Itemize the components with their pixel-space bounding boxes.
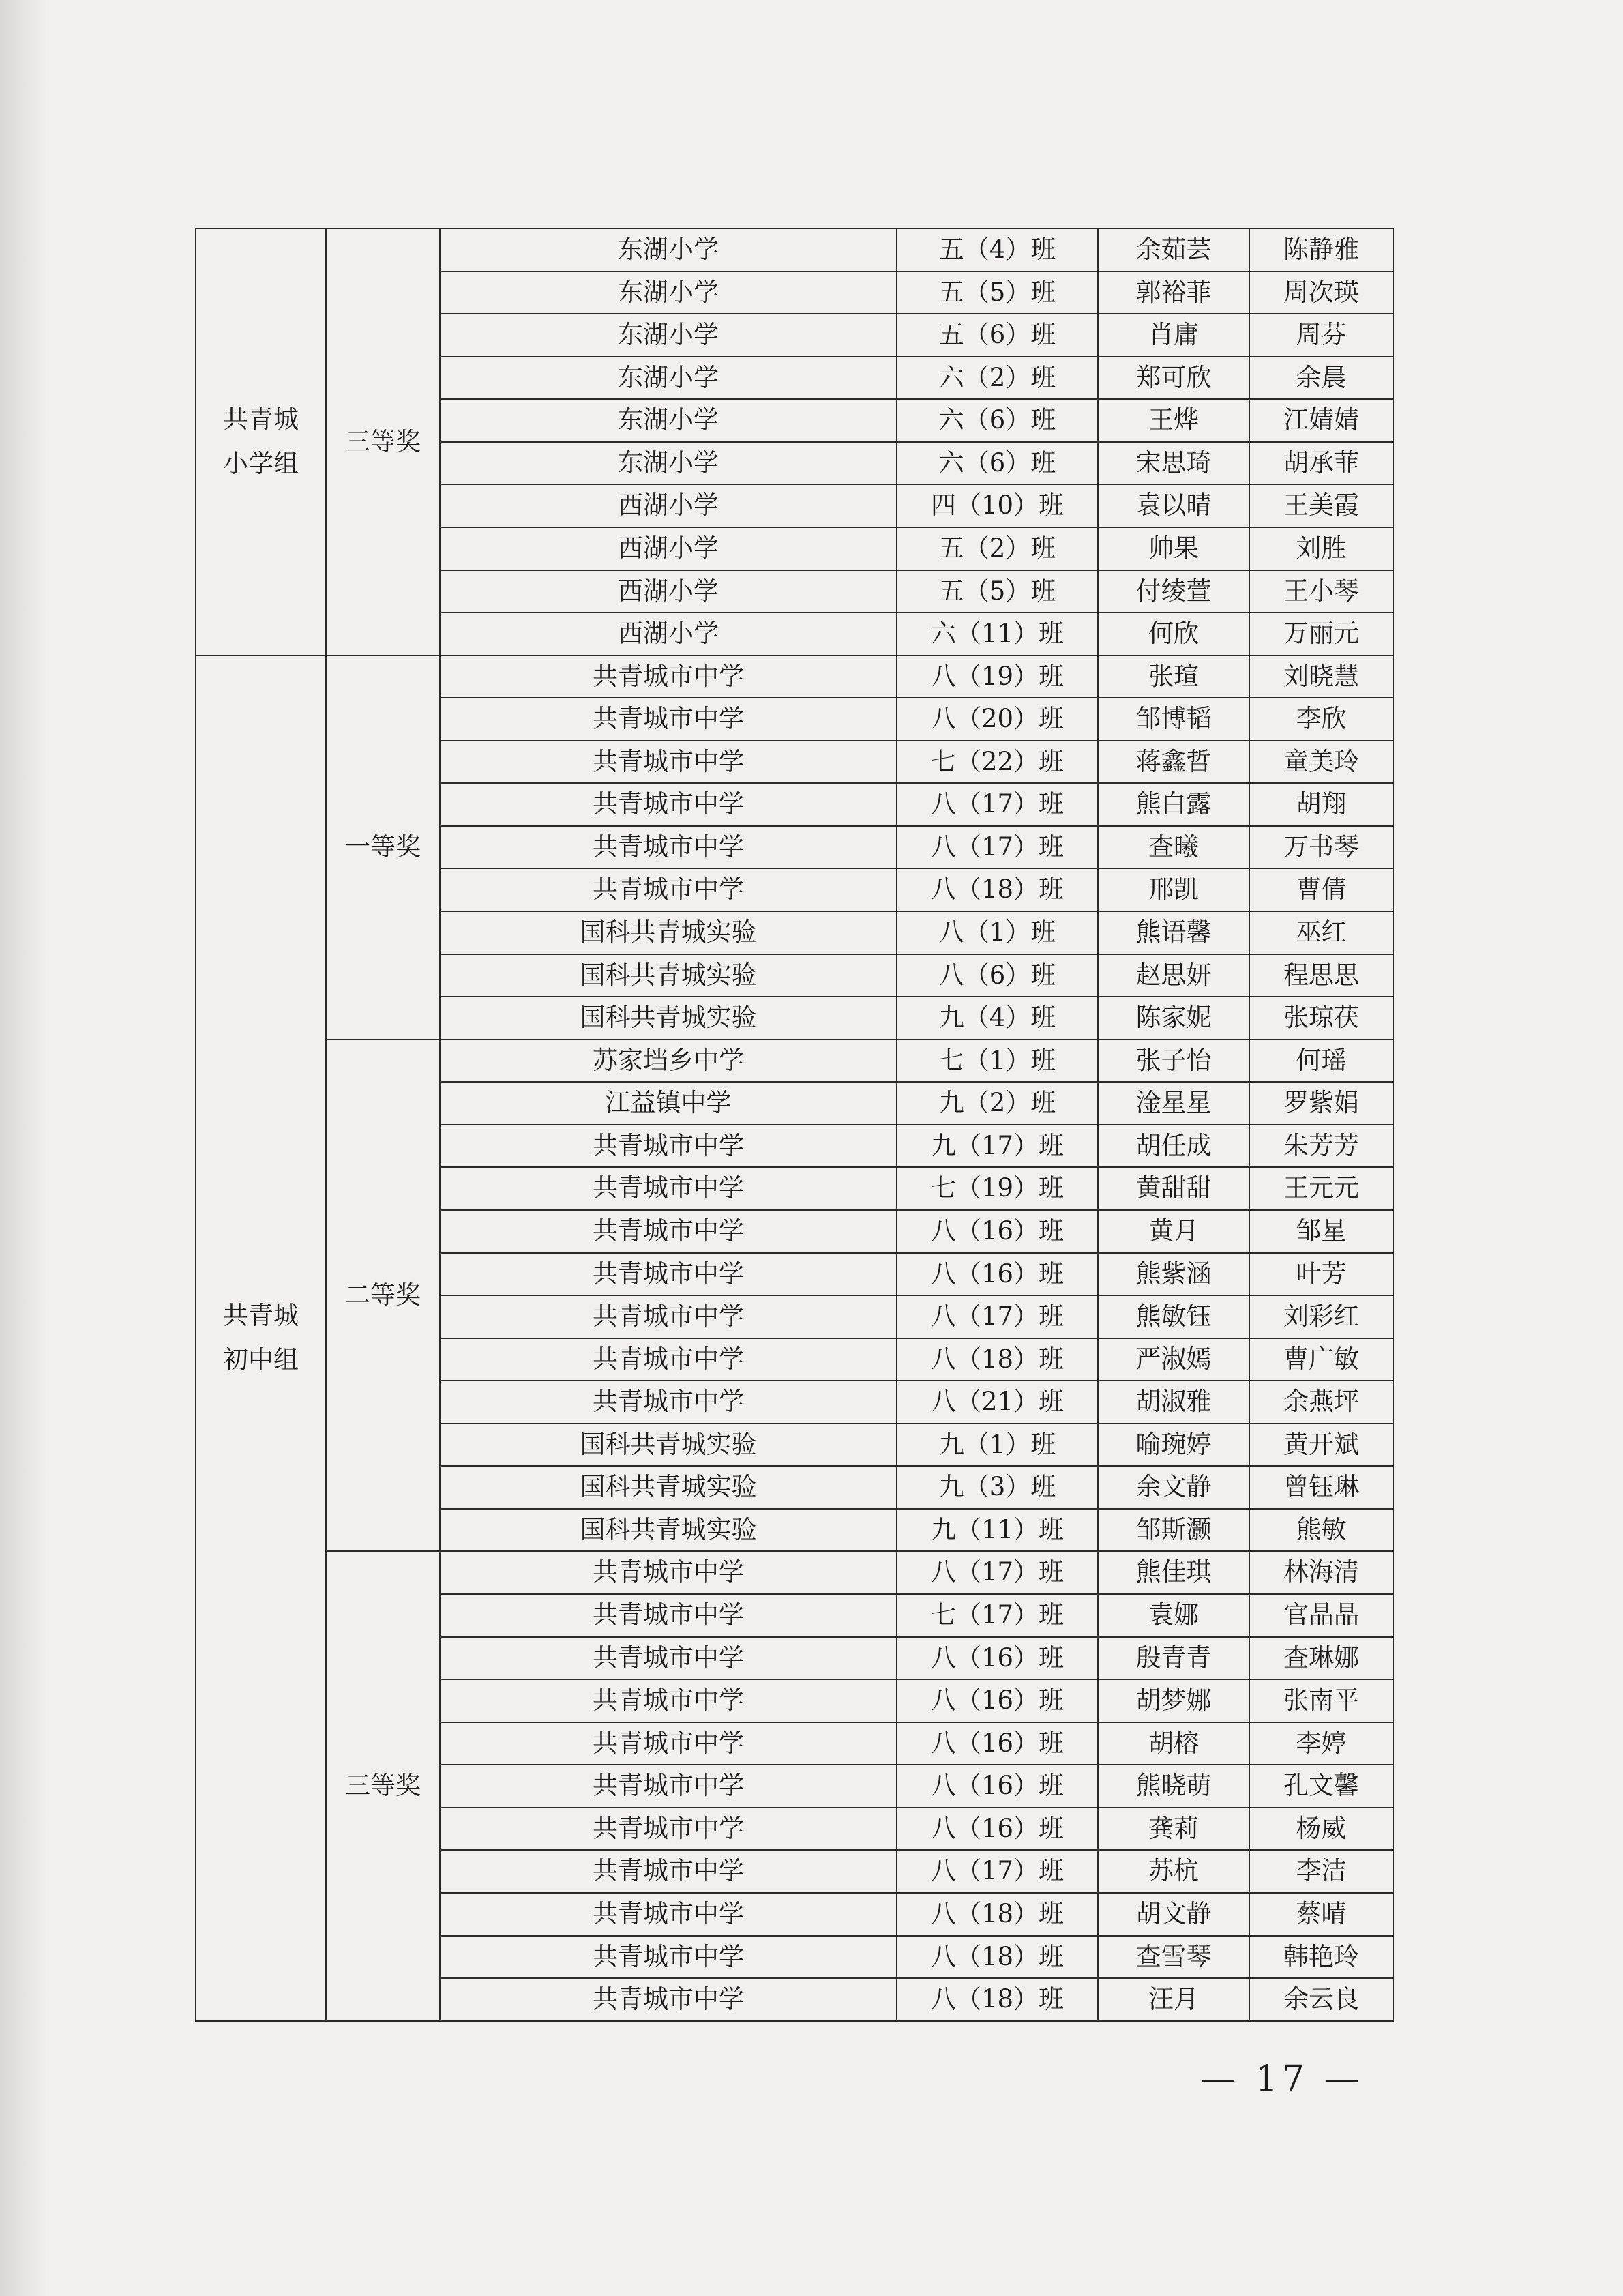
teacher-cell: 罗紫娟 bbox=[1249, 1082, 1393, 1125]
student-cell: 邢凯 bbox=[1098, 868, 1249, 911]
class-cell: 六（6）班 bbox=[897, 442, 1098, 485]
school-cell: 国科共青城实验 bbox=[440, 1466, 897, 1509]
student-cell: 袁娜 bbox=[1098, 1594, 1249, 1637]
school-cell: 共青城市中学 bbox=[440, 1637, 897, 1680]
student-cell: 陈家妮 bbox=[1098, 997, 1249, 1040]
school-cell: 共青城市中学 bbox=[440, 826, 897, 869]
school-cell: 共青城市中学 bbox=[440, 1125, 897, 1168]
student-cell: 何欣 bbox=[1098, 613, 1249, 656]
class-cell: 八（16）班 bbox=[897, 1637, 1098, 1680]
class-cell: 八（16）班 bbox=[897, 1765, 1098, 1808]
school-cell: 西湖小学 bbox=[440, 484, 897, 527]
teacher-cell: 官晶晶 bbox=[1249, 1594, 1393, 1637]
class-cell: 八（17）班 bbox=[897, 826, 1098, 869]
school-cell: 共青城市中学 bbox=[440, 1850, 897, 1893]
school-cell: 共青城市中学 bbox=[440, 698, 897, 741]
teacher-cell: 王美霞 bbox=[1249, 484, 1393, 527]
teacher-cell: 余云良 bbox=[1249, 1978, 1393, 2021]
class-cell: 九（3）班 bbox=[897, 1466, 1098, 1509]
teacher-cell: 曾钰琳 bbox=[1249, 1466, 1393, 1509]
school-cell: 共青城市中学 bbox=[440, 1338, 897, 1381]
school-cell: 西湖小学 bbox=[440, 527, 897, 570]
class-cell: 八（16）班 bbox=[897, 1679, 1098, 1722]
student-cell: 胡文静 bbox=[1098, 1893, 1249, 1936]
school-cell: 江益镇中学 bbox=[440, 1082, 897, 1125]
school-cell: 共青城市中学 bbox=[440, 1594, 897, 1637]
class-cell: 五（4）班 bbox=[897, 229, 1098, 271]
student-cell: 宋思琦 bbox=[1098, 442, 1249, 485]
student-cell: 张子怡 bbox=[1098, 1040, 1249, 1083]
table-row bbox=[196, 656, 1393, 698]
school-cell: 东湖小学 bbox=[440, 357, 897, 400]
student-cell: 熊白露 bbox=[1098, 783, 1249, 826]
prize-level-cell: 三等奖 bbox=[326, 1551, 440, 2020]
class-cell: 四（10）班 bbox=[897, 484, 1098, 527]
student-cell: 胡梦娜 bbox=[1098, 1679, 1249, 1722]
class-cell: 七（19）班 bbox=[897, 1167, 1098, 1210]
teacher-cell: 刘胜 bbox=[1249, 527, 1393, 570]
teacher-cell: 李欣 bbox=[1249, 698, 1393, 741]
student-cell: 郭裕菲 bbox=[1098, 271, 1249, 314]
class-cell: 八（16）班 bbox=[897, 1253, 1098, 1296]
school-cell: 共青城市中学 bbox=[440, 741, 897, 784]
teacher-cell: 何瑶 bbox=[1249, 1040, 1393, 1083]
teacher-cell: 林海清 bbox=[1249, 1551, 1393, 1594]
class-cell: 八（21）班 bbox=[897, 1381, 1098, 1424]
school-cell: 共青城市中学 bbox=[440, 868, 897, 911]
student-cell: 淦星星 bbox=[1098, 1082, 1249, 1125]
teacher-cell: 余晨 bbox=[1249, 357, 1393, 400]
prize-level-cell: 三等奖 bbox=[326, 229, 440, 656]
student-cell: 肖庸 bbox=[1098, 314, 1249, 357]
student-cell: 熊敏钰 bbox=[1098, 1295, 1249, 1338]
teacher-cell: 黄开斌 bbox=[1249, 1424, 1393, 1467]
student-cell: 张瑄 bbox=[1098, 656, 1249, 698]
class-cell: 九（11）班 bbox=[897, 1509, 1098, 1552]
group-name-line: 共青城 bbox=[223, 404, 299, 435]
teacher-cell: 刘晓慧 bbox=[1249, 656, 1393, 698]
group-cell bbox=[196, 656, 326, 2021]
teacher-cell: 孔文馨 bbox=[1249, 1765, 1393, 1808]
prize-level-cell: 二等奖 bbox=[326, 1040, 440, 1552]
teacher-cell: 曹广敏 bbox=[1249, 1338, 1393, 1381]
class-cell: 九（2）班 bbox=[897, 1082, 1098, 1125]
student-cell: 胡榕 bbox=[1098, 1722, 1249, 1765]
teacher-cell: 陈静雅 bbox=[1249, 229, 1393, 271]
awards-table-body bbox=[196, 229, 1393, 2021]
student-cell: 余茹芸 bbox=[1098, 229, 1249, 271]
prize-level-cell: 一等奖 bbox=[326, 656, 440, 1040]
class-cell: 六（11）班 bbox=[897, 613, 1098, 656]
school-cell: 国科共青城实验 bbox=[440, 911, 897, 954]
school-cell: 共青城市中学 bbox=[440, 1381, 897, 1424]
school-cell: 国科共青城实验 bbox=[440, 954, 897, 997]
teacher-cell: 朱芳芳 bbox=[1249, 1125, 1393, 1168]
teacher-cell: 王小琴 bbox=[1249, 570, 1393, 613]
school-cell: 东湖小学 bbox=[440, 442, 897, 485]
teacher-cell: 刘彩红 bbox=[1249, 1295, 1393, 1338]
class-cell: 八（18）班 bbox=[897, 1978, 1098, 2021]
teacher-cell: 童美玲 bbox=[1249, 741, 1393, 784]
class-cell: 八（18）班 bbox=[897, 1338, 1098, 1381]
class-cell: 九（17）班 bbox=[897, 1125, 1098, 1168]
student-cell: 胡淑雅 bbox=[1098, 1381, 1249, 1424]
school-cell: 东湖小学 bbox=[440, 399, 897, 442]
table-row bbox=[196, 229, 1393, 271]
student-cell: 袁以晴 bbox=[1098, 484, 1249, 527]
class-cell: 八（17）班 bbox=[897, 783, 1098, 826]
school-cell: 共青城市中学 bbox=[440, 1765, 897, 1808]
group-name-line: 小学组 bbox=[223, 448, 299, 478]
class-cell: 八（17）班 bbox=[897, 1551, 1098, 1594]
student-cell: 黄月 bbox=[1098, 1210, 1249, 1253]
class-cell: 八（19）班 bbox=[897, 656, 1098, 698]
school-cell: 东湖小学 bbox=[440, 271, 897, 314]
teacher-cell: 巫红 bbox=[1249, 911, 1393, 954]
school-cell: 共青城市中学 bbox=[440, 1978, 897, 2021]
group-name-line: 初中组 bbox=[223, 1344, 299, 1374]
class-cell: 八（17）班 bbox=[897, 1850, 1098, 1893]
student-cell: 熊晓萌 bbox=[1098, 1765, 1249, 1808]
student-cell: 邹斯灏 bbox=[1098, 1509, 1249, 1552]
teacher-cell: 胡承菲 bbox=[1249, 442, 1393, 485]
school-cell: 东湖小学 bbox=[440, 229, 897, 271]
class-cell: 九（4）班 bbox=[897, 997, 1098, 1040]
student-cell: 熊佳琪 bbox=[1098, 1551, 1249, 1594]
page-number: — 17 — bbox=[1200, 2059, 1364, 2100]
school-cell: 共青城市中学 bbox=[440, 1167, 897, 1210]
school-cell: 共青城市中学 bbox=[440, 1679, 897, 1722]
teacher-cell: 胡翔 bbox=[1249, 783, 1393, 826]
class-cell: 八（6）班 bbox=[897, 954, 1098, 997]
school-cell: 国科共青城实验 bbox=[440, 997, 897, 1040]
teacher-cell: 王元元 bbox=[1249, 1167, 1393, 1210]
teacher-cell: 邹星 bbox=[1249, 1210, 1393, 1253]
teacher-cell: 周次瑛 bbox=[1249, 271, 1393, 314]
school-cell: 共青城市中学 bbox=[440, 1295, 897, 1338]
student-cell: 龚莉 bbox=[1098, 1808, 1249, 1851]
teacher-cell: 韩艳玲 bbox=[1249, 1936, 1393, 1979]
school-cell: 共青城市中学 bbox=[440, 783, 897, 826]
class-cell: 七（17）班 bbox=[897, 1594, 1098, 1637]
teacher-cell: 周芬 bbox=[1249, 314, 1393, 357]
teacher-cell: 万丽元 bbox=[1249, 613, 1393, 656]
class-cell: 八（1）班 bbox=[897, 911, 1098, 954]
teacher-cell: 张南平 bbox=[1249, 1679, 1393, 1722]
teacher-cell: 程思思 bbox=[1249, 954, 1393, 997]
awards-table bbox=[195, 228, 1394, 2022]
school-cell: 共青城市中学 bbox=[440, 1551, 897, 1594]
table-row bbox=[196, 1040, 1393, 1083]
class-cell: 八（18）班 bbox=[897, 1936, 1098, 1979]
class-cell: 八（18）班 bbox=[897, 1893, 1098, 1936]
school-cell: 共青城市中学 bbox=[440, 1253, 897, 1296]
teacher-cell: 杨威 bbox=[1249, 1808, 1393, 1851]
school-cell: 国科共青城实验 bbox=[440, 1424, 897, 1467]
student-cell: 喻琬婷 bbox=[1098, 1424, 1249, 1467]
student-cell: 邹博韬 bbox=[1098, 698, 1249, 741]
student-cell: 蒋鑫哲 bbox=[1098, 741, 1249, 784]
teacher-cell: 曹倩 bbox=[1249, 868, 1393, 911]
school-cell: 东湖小学 bbox=[440, 314, 897, 357]
school-cell: 国科共青城实验 bbox=[440, 1509, 897, 1552]
class-cell: 五（6）班 bbox=[897, 314, 1098, 357]
class-cell: 五（5）班 bbox=[897, 271, 1098, 314]
teacher-cell: 叶芳 bbox=[1249, 1253, 1393, 1296]
teacher-cell: 余燕坪 bbox=[1249, 1381, 1393, 1424]
class-cell: 八（16）班 bbox=[897, 1722, 1098, 1765]
class-cell: 六（2）班 bbox=[897, 357, 1098, 400]
teacher-cell: 张琼茯 bbox=[1249, 997, 1393, 1040]
class-cell: 九（1）班 bbox=[897, 1424, 1098, 1467]
school-cell: 西湖小学 bbox=[440, 613, 897, 656]
class-cell: 六（6）班 bbox=[897, 399, 1098, 442]
school-cell: 共青城市中学 bbox=[440, 656, 897, 698]
student-cell: 帅果 bbox=[1098, 527, 1249, 570]
school-cell: 共青城市中学 bbox=[440, 1893, 897, 1936]
teacher-cell: 蔡晴 bbox=[1249, 1893, 1393, 1936]
student-cell: 付绫萱 bbox=[1098, 570, 1249, 613]
student-cell: 汪月 bbox=[1098, 1978, 1249, 2021]
school-cell: 苏家垱乡中学 bbox=[440, 1040, 897, 1083]
awards-table-container bbox=[195, 228, 1393, 2020]
student-cell: 苏杭 bbox=[1098, 1850, 1249, 1893]
class-cell: 八（16）班 bbox=[897, 1808, 1098, 1851]
school-cell: 共青城市中学 bbox=[440, 1808, 897, 1851]
teacher-cell: 江婧婧 bbox=[1249, 399, 1393, 442]
student-cell: 熊紫涵 bbox=[1098, 1253, 1249, 1296]
class-cell: 八（18）班 bbox=[897, 868, 1098, 911]
class-cell: 八（20）班 bbox=[897, 698, 1098, 741]
class-cell: 五（2）班 bbox=[897, 527, 1098, 570]
student-cell: 郑可欣 bbox=[1098, 357, 1249, 400]
student-cell: 余文静 bbox=[1098, 1466, 1249, 1509]
student-cell: 王烨 bbox=[1098, 399, 1249, 442]
class-cell: 七（1）班 bbox=[897, 1040, 1098, 1083]
student-cell: 熊语馨 bbox=[1098, 911, 1249, 954]
group-cell bbox=[196, 229, 326, 656]
student-cell: 胡任成 bbox=[1098, 1125, 1249, 1168]
student-cell: 黄甜甜 bbox=[1098, 1167, 1249, 1210]
page-binding-shadow bbox=[0, 0, 48, 2296]
school-cell: 共青城市中学 bbox=[440, 1936, 897, 1979]
class-cell: 八（17）班 bbox=[897, 1295, 1098, 1338]
school-cell: 共青城市中学 bbox=[440, 1722, 897, 1765]
school-cell: 西湖小学 bbox=[440, 570, 897, 613]
table-row bbox=[196, 1551, 1393, 1594]
group-name-line: 共青城 bbox=[223, 1300, 299, 1330]
teacher-cell: 李洁 bbox=[1249, 1850, 1393, 1893]
student-cell: 严淑嫣 bbox=[1098, 1338, 1249, 1381]
teacher-cell: 查琳娜 bbox=[1249, 1637, 1393, 1680]
student-cell: 查雪琴 bbox=[1098, 1936, 1249, 1979]
class-cell: 八（16）班 bbox=[897, 1210, 1098, 1253]
student-cell: 殷青青 bbox=[1098, 1637, 1249, 1680]
class-cell: 五（5）班 bbox=[897, 570, 1098, 613]
teacher-cell: 李婷 bbox=[1249, 1722, 1393, 1765]
class-cell: 七（22）班 bbox=[897, 741, 1098, 784]
school-cell: 共青城市中学 bbox=[440, 1210, 897, 1253]
teacher-cell: 熊敏 bbox=[1249, 1509, 1393, 1552]
student-cell: 赵思妍 bbox=[1098, 954, 1249, 997]
teacher-cell: 万书琴 bbox=[1249, 826, 1393, 869]
student-cell: 查曦 bbox=[1098, 826, 1249, 869]
